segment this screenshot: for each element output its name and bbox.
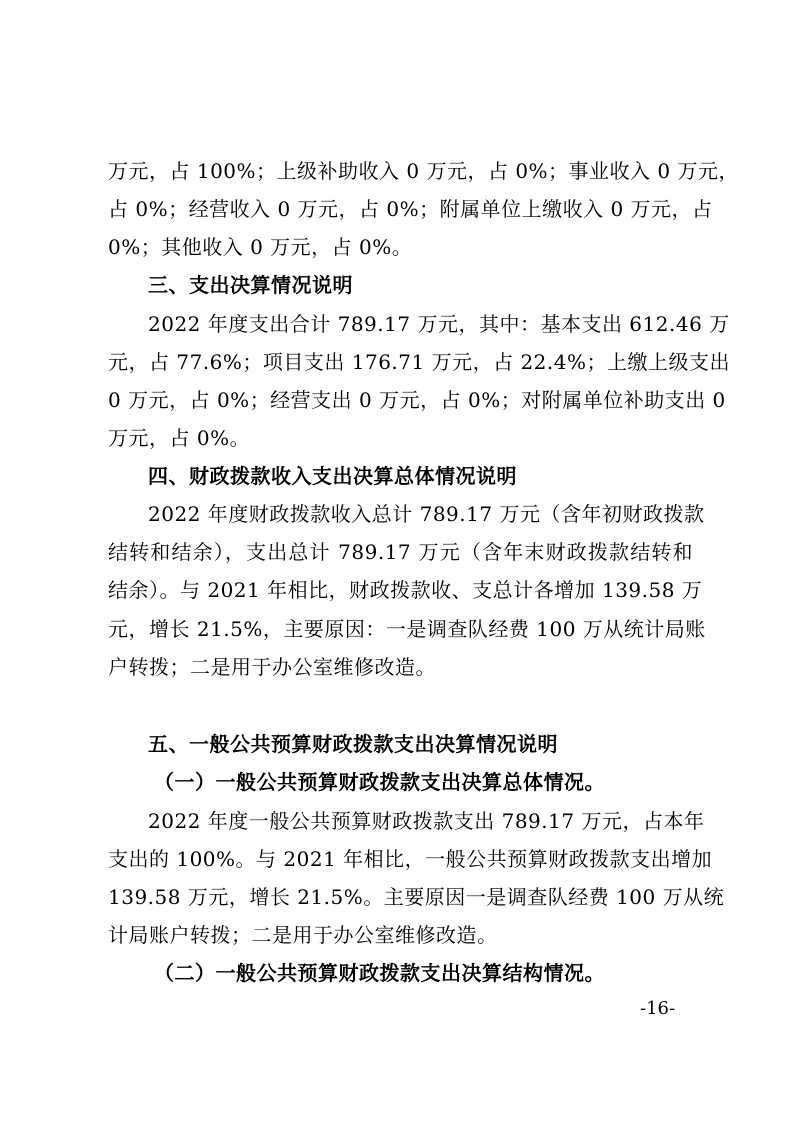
paragraph-line: 结余）。与 2021 年相比，财政拨款收、支总计各增加 139.58 万 — [108, 578, 703, 602]
section-heading-general-budget: 五、一般公共预算财政拨款支出决算情况说明 — [148, 732, 558, 756]
paragraph-line: 0%；其他收入 0 万元，占 0%。 — [108, 235, 413, 259]
paragraph-line: 2022 年度支出合计 789.17 万元，其中：基本支出 612.46 万 — [148, 312, 730, 336]
paragraph-line: 支出的 100%。与 2021 年相比，一般公共预算财政拨款支出增加 — [108, 847, 713, 871]
paragraph-line: 0 万元，占 0%；经营支出 0 万元，占 0%；对附属单位补助支出 0 — [108, 388, 726, 412]
paragraph-line: 2022 年度一般公共预算财政拨款支出 789.17 万元，占本年 — [148, 809, 705, 833]
section-heading-expenditure: 三、支出决算情况说明 — [148, 273, 353, 297]
paragraph-line: 2022 年度财政拨款收入总计 789.17 万元（含年初财政拨款 — [148, 502, 705, 526]
section-heading-fiscal-overall: 四、财政拨款收入支出决算总体情况说明 — [148, 464, 517, 488]
paragraph-line: 元，占 77.6%；项目支出 176.71 万元，占 22.4%；上缴上级支出 — [108, 350, 730, 374]
paragraph-line: 结转和结余），支出总计 789.17 万元（含年末财政拨款结转和 — [108, 540, 693, 564]
paragraph-line: 占 0%；经营收入 0 万元，占 0%；附属单位上缴收入 0 万元，占 — [108, 197, 713, 221]
paragraph-line: 139.58 万元，增长 21.5%。主要原因一是调查队经费 100 万从统 — [108, 885, 725, 909]
subsection-heading-structure: （二）一般公共预算财政拨款支出决算结构情况。 — [154, 961, 605, 985]
subsection-heading-overall: （一）一般公共预算财政拨款支出决算总体情况。 — [154, 770, 605, 794]
paragraph-line: 元，增长 21.5%，主要原因：一是调查队经费 100 万从统计局账 — [108, 617, 706, 641]
paragraph-line: 万元，占 100%；上级补助收入 0 万元，占 0%；事业收入 0 万元， — [108, 159, 739, 183]
page-number: -16- — [640, 998, 676, 1019]
paragraph-line: 万元，占 0%。 — [108, 426, 251, 450]
paragraph-line: 户转拨；二是用于办公室维修改造。 — [108, 655, 436, 679]
paragraph-line: 计局账户转拨；二是用于办公室维修改造。 — [108, 923, 498, 947]
